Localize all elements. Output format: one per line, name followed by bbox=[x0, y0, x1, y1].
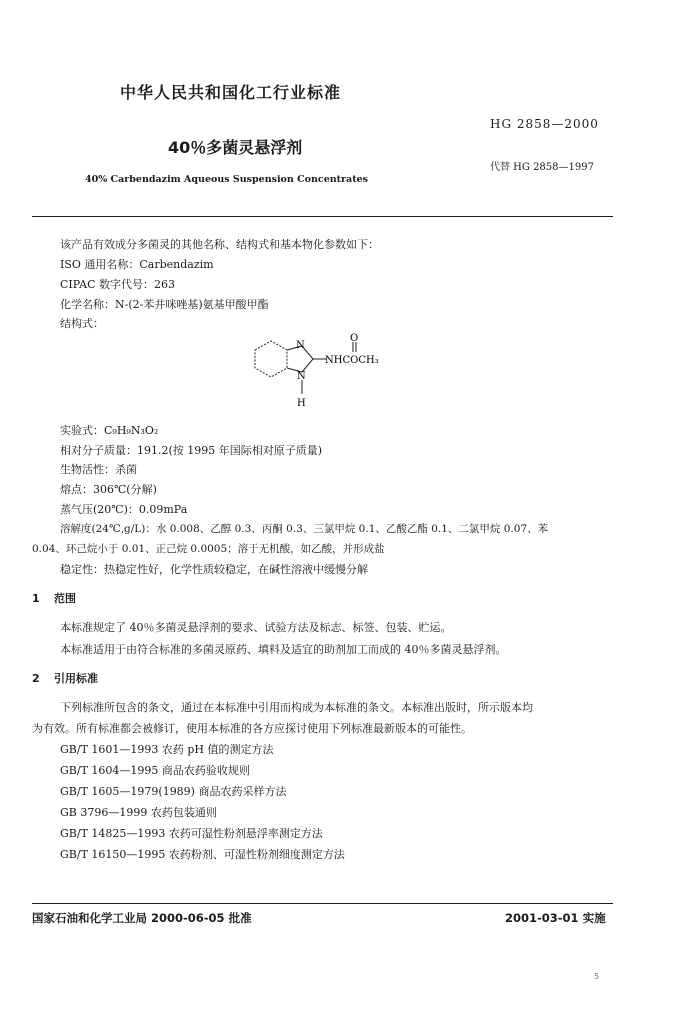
reference-item: GB/T 1605—1979(1989) 商品农药采样方法 bbox=[60, 785, 287, 798]
property-line: 溶解度(24℃,g/L)：水 0.008、乙醇 0.3、丙酮 0.3、三氯甲烷 0.1、乙酸乙酯 0.1、二氯甲烷 0.07、苯 bbox=[60, 523, 549, 535]
reference-item: GB/T 1604—1995 商品农药验收规则 bbox=[60, 764, 250, 777]
property-line: 生物活性：杀菌 bbox=[60, 463, 137, 476]
replaces-standard: 代替 HG 2858—1997 bbox=[490, 162, 594, 173]
reference-item: GB/T 14825—1993 农药可湿性粉剂悬浮率测定方法 bbox=[60, 827, 323, 840]
intro-line: 该产品有效成分多菌灵的其他名称、结构式和基本物化参数如下： bbox=[60, 238, 379, 251]
nitrogen-top: N bbox=[296, 340, 305, 351]
reference-item: GB/T 16150—1995 农药粉剂、可湿性粉剂细度测定方法 bbox=[60, 848, 345, 861]
section-title: 范围 bbox=[54, 592, 76, 605]
property-line: 实验式：C₉H₉N₃O₂ bbox=[60, 424, 159, 437]
benzene-ring bbox=[255, 341, 287, 377]
standard-number: HG 2858—2000 bbox=[490, 117, 599, 131]
section-title: 引用标准 bbox=[54, 672, 98, 685]
paragraph-line: 下列标准所包含的条文，通过在本标准中引用而构成为本标准的条文。本标准出版时，所示版本均 bbox=[60, 701, 533, 714]
reference-item: GB/T 1601—1993 农药 pH 值的测定方法 bbox=[60, 743, 274, 756]
carbonyl-oxygen: O bbox=[350, 333, 359, 344]
document-subtitle: 40% Carbendazim Aqueous Suspension Concentrates bbox=[85, 174, 368, 185]
property-line: 稳定性：热稳定性好，化学性质较稳定，在碱性溶液中缓慢分解 bbox=[60, 563, 368, 576]
header-category: 中华人民共和国化工行业标准 bbox=[120, 83, 342, 102]
paragraph: 本标准规定了 40％多菌灵悬浮剂的要求、试验方法及标志、标签、包装、贮运。 bbox=[60, 621, 452, 634]
intro-line: 化学名称：N-(2-苯并咪唑基)氨基甲酸甲酯 bbox=[60, 298, 269, 311]
structural-formula bbox=[235, 332, 415, 418]
page-number: 5 bbox=[594, 972, 600, 981]
effective-date: 2001-03-01 实施 bbox=[505, 911, 606, 925]
paragraph: 本标准适用于由符合标准的多菌灵原药、填料及适宜的助剂加工而成的 40％多菌灵悬浮剂。 bbox=[60, 643, 507, 656]
intro-line: 结构式： bbox=[60, 317, 104, 330]
reference-item: GB 3796—1999 农药包装通则 bbox=[60, 806, 217, 819]
document-title: 40％多菌灵悬浮剂 bbox=[168, 138, 303, 157]
property-line: 0.04、环己烷小于 0.01、正己烷 0.0005；溶于无机酸，如乙酸，并形成盐 bbox=[32, 543, 385, 555]
nitrogen-bottom: N bbox=[297, 371, 306, 382]
section-number: 1 bbox=[32, 592, 40, 605]
property-line: 蒸气压(20℃)：0.09mPa bbox=[60, 503, 188, 516]
property-line: 相对分子质量：191.2(按 1995 年国际相对原子质量) bbox=[60, 444, 323, 457]
footer-divider bbox=[32, 903, 613, 904]
property-line: 熔点：306℃(分解) bbox=[60, 483, 157, 496]
section-number: 2 bbox=[32, 672, 40, 685]
header-divider bbox=[32, 216, 613, 217]
hydrogen-label: H bbox=[297, 398, 306, 409]
intro-line: ISO 通用名称：Carbendazim bbox=[60, 258, 214, 271]
substituent-label: NHCOCH₃ bbox=[325, 355, 379, 366]
section-heading-references bbox=[32, 670, 98, 686]
approval-issuer: 国家石油和化学工业局 2000-06-05 批准 bbox=[32, 911, 252, 925]
paragraph-line: 为有效。所有标准都会被修订，使用本标准的各方应探讨使用下列标准最新版本的可能性。 bbox=[32, 722, 472, 735]
section-heading-scope bbox=[32, 590, 76, 606]
intro-line: CIPAC 数字代号：263 bbox=[60, 278, 176, 291]
